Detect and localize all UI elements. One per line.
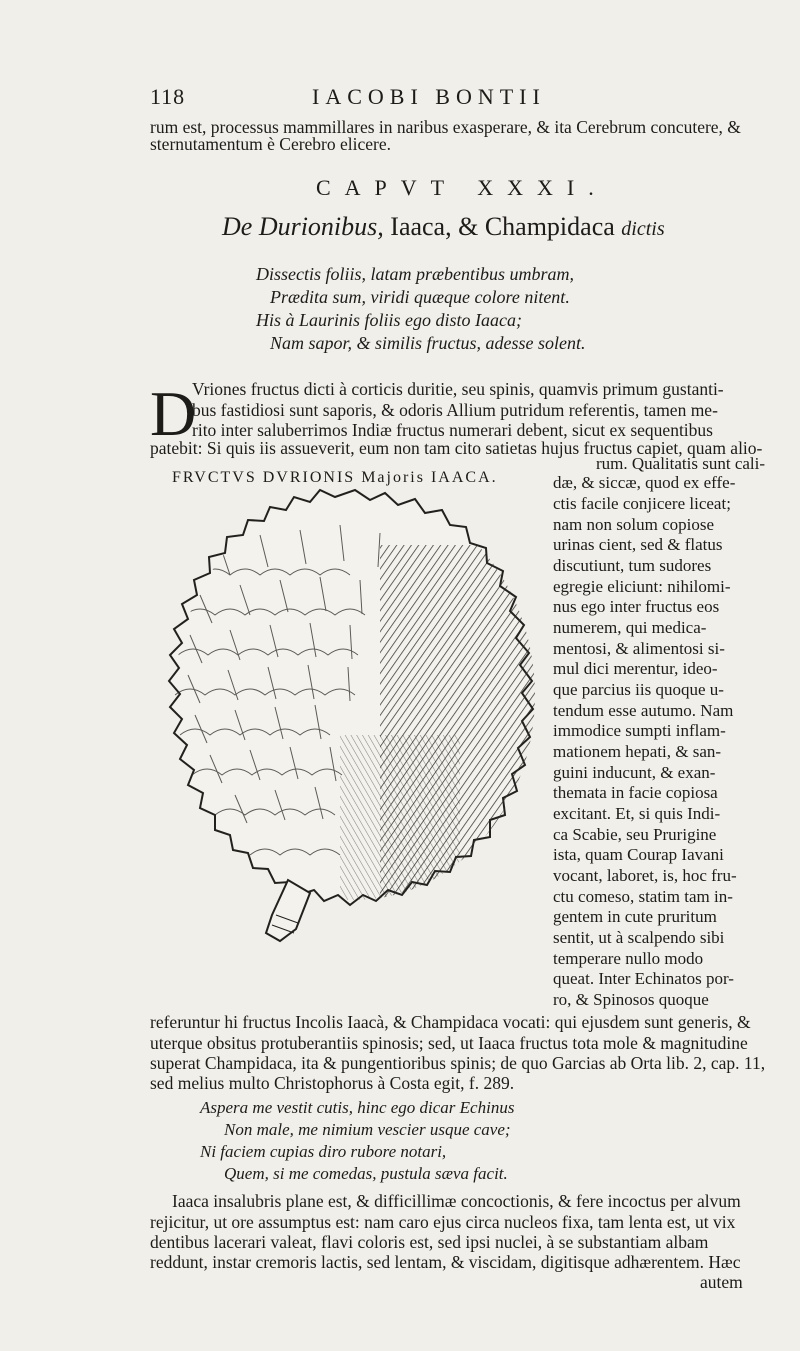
fruit-stem	[266, 880, 310, 941]
column-line: themata in facie copiosa	[553, 783, 718, 802]
paragraph-line: sed melius multo Christophorus à Costa egit, f. 289.	[150, 1073, 515, 1093]
column-line: ca Scabie, seu Prurigine	[553, 825, 717, 844]
paragraph-line: dentibus lacerari valeat, flavi coloris est, sed ipsi nuclei, à se substantiam albam	[150, 1232, 709, 1252]
drop-cap: D	[150, 378, 197, 449]
column-line: mul dici merentur, ideo-	[553, 659, 718, 678]
column-line: que parcius iis quoque u-	[553, 680, 724, 699]
paragraph-line: superat Champidaca, ita & pungentioribus spinis; de quo Garcias ab Orta lib. 2, cap. 11,	[150, 1053, 766, 1073]
column-line: nam non solum copiose	[553, 515, 715, 534]
column-line: immodice sumpti inflam-	[553, 721, 726, 740]
column-line: ctu comeso, statim tam in-	[553, 887, 733, 906]
column-line: mentosi, & alimentosi si-	[553, 639, 725, 658]
chapter-title-main: Iaaca, & Champidaca	[390, 212, 615, 241]
page-number: 118	[150, 84, 186, 109]
column-line: vocant, laboret, is, hoc fru-	[553, 866, 737, 885]
column-line: queat. Inter Echinatos por-	[553, 969, 734, 988]
chapter-title	[222, 212, 665, 242]
column-line: gentem in cute pruritum	[553, 907, 717, 926]
column-line: guini inducunt, & exan-	[553, 763, 716, 782]
column-line: urinas cient, sed & flatus	[553, 535, 723, 554]
poem-line: Non male, me nimium vescier usque cave;	[224, 1120, 511, 1139]
intro-line: sternutamentum è Cerebro elicere.	[150, 134, 392, 154]
poem-line: His à Laurinis foliis ego disto Iaaca;	[256, 310, 523, 330]
paragraph-line: patebit: Si quis iis assueverit, eum non tam cito satietas hujus fructus capiet, quam alio-	[150, 438, 763, 458]
paragraph-line: rejicitur, ut ore assumptus est: nam caro ejus circa nucleos fixa, tam lenta est, ut vix	[150, 1212, 736, 1232]
column-line: mationem hepati, & san-	[553, 742, 722, 761]
column-line: sentit, ut à scalpendo sibi	[553, 928, 725, 947]
intro-line: rum est, processus mammillares in naribus exasperare, & ita Cerebrum concutere, &	[150, 117, 741, 137]
column-line: nus ego inter fructus eos	[553, 597, 720, 616]
chapter-number: CAPVT XXXI.	[316, 175, 608, 200]
column-line: numerem, qui medica-	[553, 618, 707, 637]
paragraph-line: referuntur hi fructus Incolis Iaacà, & Champidaca vocati: qui ejusdem sunt generis, &	[150, 1012, 751, 1032]
poem-line: Nam sapor, & similis fructus, adesse solent.	[270, 333, 586, 353]
chapter-title-prefix: De Durionibus,	[222, 212, 384, 241]
poem-line: Ni faciem cupias diro rubore notari,	[200, 1142, 447, 1161]
column-line: excitant. Et, si quis Indi-	[553, 804, 721, 823]
paragraph-line: reddunt, instar cremoris lactis, sed lentam, & viscidam, digitisque adhærentem. Hæc	[150, 1252, 741, 1272]
catchword: autem	[700, 1272, 743, 1292]
poem-line: Dissectis foliis, latam præbentibus umbram,	[256, 264, 575, 284]
column-line: discutiunt, tum sudores	[553, 556, 712, 575]
figure-caption: FRVCTVS DVRIONIS Majoris IAACA.	[172, 469, 498, 486]
durian-fruit-illustration	[160, 485, 545, 950]
paragraph-line: Vriones fructus dicti à corticis duritie, seu spinis, quamvis primum gustanti-	[192, 379, 724, 399]
column-line: rum. Qualitatis sunt cali-	[596, 454, 766, 473]
column-line: tendum esse autumo. Nam	[553, 701, 734, 720]
running-head: IACOBI BONTII	[312, 84, 546, 109]
column-line: egregie eliciunt: nihilomi-	[553, 577, 731, 596]
chapter-title-suffix: dictis	[621, 218, 665, 240]
column-line: ista, quam Courap Iavani	[553, 845, 724, 864]
column-line: temperare nullo modo	[553, 949, 704, 968]
paragraph-line: uterque obsitus protuberantiis spinosis; sed, ut Iaaca fructus tota mole & magnitudine	[150, 1033, 748, 1053]
column-line: dæ, & siccæ, quod ex effe-	[553, 473, 736, 492]
paragraph-line: bus fastidiosi sunt saporis, & odoris Allium putridum referentis, tamen me-	[192, 400, 718, 420]
poem-line: Quem, si me comedas, pustula sæva facit.	[224, 1164, 508, 1183]
paragraph-line: rito inter saluberrimos Indiæ fructus numerari debent, sicut ex sequentibus	[192, 420, 713, 440]
column-line: ro, & Spinosos quoque	[553, 990, 709, 1009]
poem-line: Prædita sum, viridi quæque colore nitent.	[270, 287, 570, 307]
poem-line: Aspera me vestit cutis, hinc ego dicar Echinus	[200, 1098, 515, 1117]
column-line: ctis facile conjicere liceat;	[553, 494, 731, 513]
paragraph-line: Iaaca insalubris plane est, & difficillimæ concoctionis, & fere incoctus per alvum	[172, 1191, 741, 1211]
